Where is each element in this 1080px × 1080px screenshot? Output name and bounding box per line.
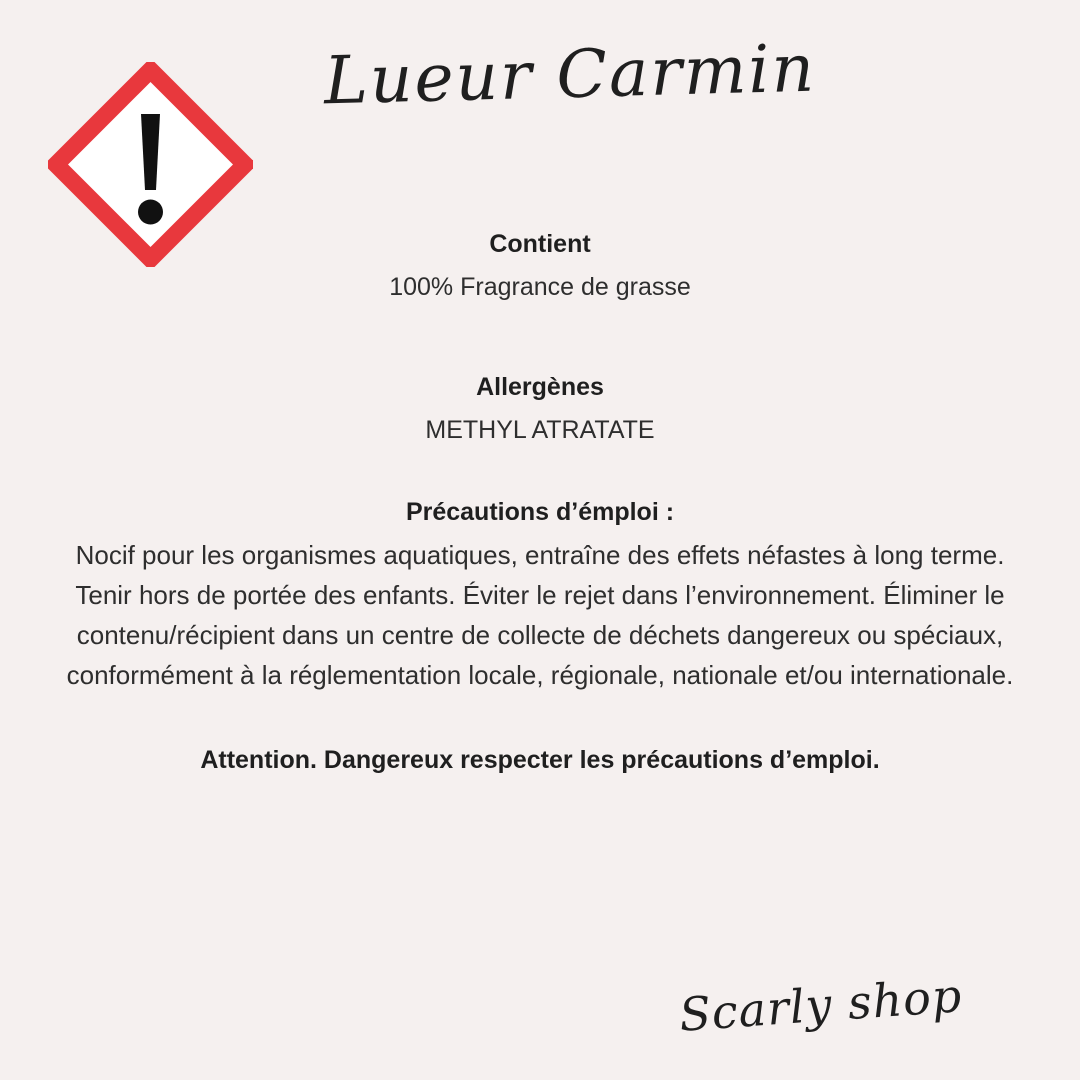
spacer xyxy=(50,527,1030,535)
precautions-heading: Précautions d’émploi : xyxy=(405,497,675,526)
label-content xyxy=(50,228,1030,775)
shop-signature: Scarly shop xyxy=(677,968,964,1042)
warning-statement: Attention. Dangereux respecter les précautions d’emploi. xyxy=(200,745,880,774)
page-title: Lueur Carmin xyxy=(323,29,817,120)
spacer xyxy=(50,696,1030,746)
allergens-body: METHYL ATRATATE xyxy=(425,415,655,444)
contains-heading: Contient xyxy=(489,230,591,258)
spacer xyxy=(50,405,1030,413)
allergens-heading: Allergènes xyxy=(476,372,604,401)
precautions-body: Nocif pour les organismes aquatiques, entraîne des effets néfastes à long terme. Tenir hors de portée des enfants. Éviter le rejet dans l’environnement. Éliminer le contenu/récipient dans un centre de collecte de déchets dangereux ou spéciaux, conformément à la réglementation locale, régionale, nationale et/ou internationale. xyxy=(66,539,1014,691)
spacer xyxy=(50,448,1030,498)
spacer xyxy=(50,262,1030,270)
spacer xyxy=(50,305,1030,371)
contains-body: 100% Fragrance de grasse xyxy=(389,272,691,301)
